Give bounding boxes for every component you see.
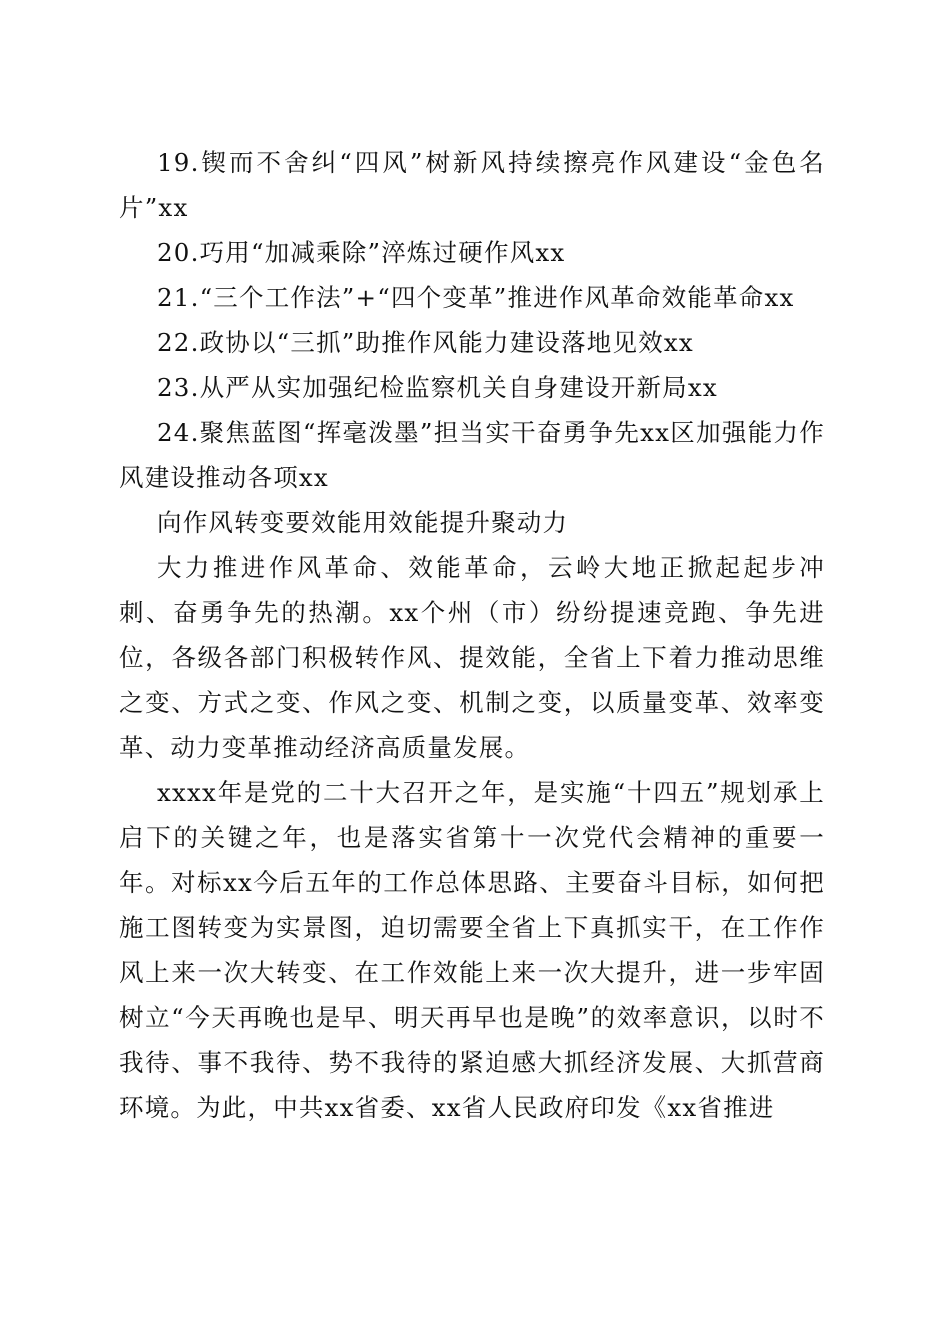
body-paragraph-1: 大力推进作风革命、效能革命，云岭大地正掀起起步冲刺、奋勇争先的热潮。xx个州（市）纷纷提速竞跑、争先进位，各级各部门积极转作风、提效能，全省上下着力推动思维之变、方式之变、作风之变、机制之变，以质量变革、效率变革、动力变革推动经济高质量发展。 bbox=[119, 553, 825, 762]
list-item-20: 20.巧用“加减乘除”淬炼过硬作风xx bbox=[157, 238, 566, 267]
list-item-19: 19.锲而不舍纠“四风”树新风持续擦亮作风建设“金色名片”xx bbox=[119, 148, 825, 222]
list-item-23: 23.从严从实加强纪检监察机关自身建设开新局xx bbox=[157, 373, 718, 402]
list-item-22: 22.政协以“三抓”助推作风能力建设落地见效xx bbox=[157, 328, 694, 357]
section-subtitle: 向作风转变要效能用效能提升聚动力 bbox=[157, 508, 569, 537]
list-item-24: 24.聚焦蓝图“挥毫泼墨”担当实干奋勇争先xx区加强能力作风建设推动各项xx bbox=[119, 418, 825, 492]
body-paragraph-2: xxxx年是党的二十大召开之年，是实施“十四五”规划承上启下的关键之年，也是落实省第十一次党代会精神的重要一年。对标xx今后五年的工作总体思路、主要奋斗目标，如何把施工图转变为实景图，迫切需要全省上下真抓实干，在工作作风上来一次大转变、在工作效能上来一次大提升，进一步牢固树立“今天再晚也是早、明天再早也是晚”的效率意识，以时不我待、事不我待、势不我待的紧迫感大抓经济发展、大抓营商环境。为此，中共xx省委、xx省人民政府印发《xx省推进 bbox=[119, 778, 825, 1122]
list-item-21: 21.“三个工作法”+“四个变革”推进作风革命效能革命xx bbox=[157, 283, 795, 312]
document-page bbox=[119, 140, 825, 1130]
